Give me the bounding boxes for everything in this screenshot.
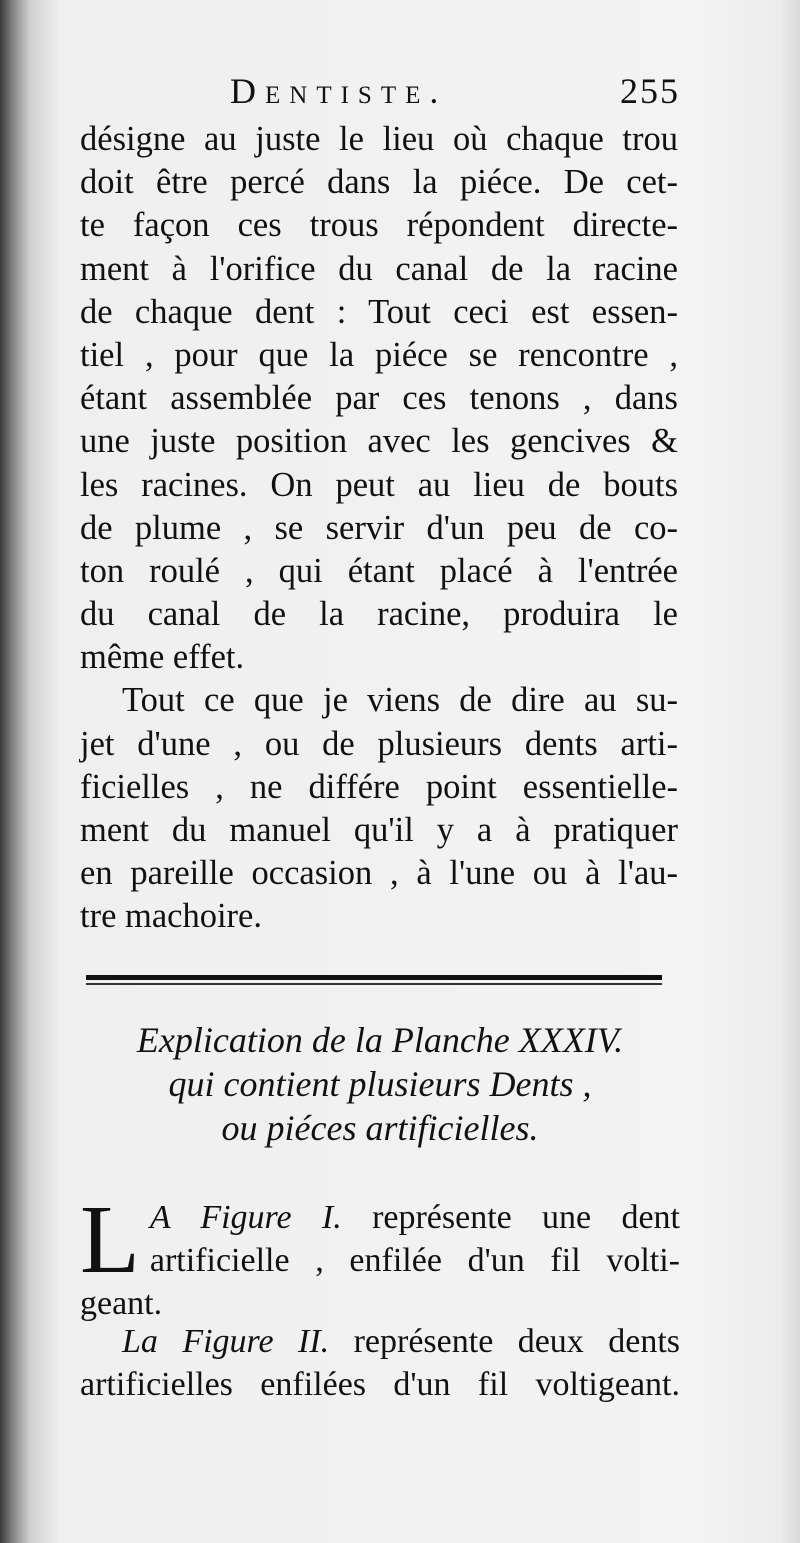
text-line: du canal de la racine, produira le (80, 595, 678, 634)
text-line: en pareille occasion , à l'une ou à l'au- (80, 854, 678, 893)
text-line: tiel , pour que la piéce se rencontre , (80, 335, 678, 374)
text-line: une juste position avec les gencives & (80, 422, 678, 461)
text-line (80, 1320, 680, 1363)
heading-line: Explication de la Planche XXXIV. (136, 1020, 624, 1060)
text-line: ton roulé , qui étant placé à l'entrée (80, 551, 678, 590)
figure-1-paragraph (80, 1186, 680, 1325)
heading-line: qui contient plusieurs Dents , (168, 1064, 592, 1104)
text-line: artificielle , enfilée d'un fil volti- (149, 1242, 680, 1279)
text-span: représente deux dents (353, 1323, 680, 1360)
text-line: artificielles enfilées d'un fil voltigeant. (80, 1366, 680, 1403)
figure-2-paragraph (80, 1320, 680, 1406)
running-head (80, 70, 680, 114)
text-line: même effet. (80, 638, 245, 677)
page-number: 255 (620, 71, 680, 111)
text-line: ficielles , ne différe point essentielle- (80, 767, 678, 806)
text-line: étant assemblée par ces tenons , dans (80, 379, 678, 418)
text-line: les racines. On peut au lieu de bouts (80, 465, 678, 504)
running-title: Dentiste. (230, 71, 448, 111)
text-line: tre machoire. (80, 897, 262, 936)
section-rule-thin (86, 983, 662, 985)
text-line: Tout ce que je viens de dire au su- (122, 681, 678, 720)
figure-label: La Figure II. (122, 1323, 330, 1360)
heading-line: ou piéces artificielles. (221, 1108, 539, 1148)
text-line: de plume , se servir d'un peu de co- (80, 508, 678, 547)
drop-cap: L (80, 1186, 140, 1294)
section-heading (80, 1018, 680, 1150)
figure-label: A Figure I. (149, 1199, 342, 1236)
text-line: jet d'une , ou de plusieurs dents arti- (80, 724, 678, 763)
text-line: désigne au juste le lieu où chaque trou (80, 120, 678, 158)
text-line: doit être percé dans la piéce. De cet- (80, 163, 678, 202)
text-line: de chaque dent : Tout ceci est essen- (80, 292, 678, 331)
text-line: ment à l'orifice du canal de la racine (80, 249, 678, 288)
text-line: ment du manuel qu'il y a à pratiquer (80, 811, 678, 849)
section-rule-thick (86, 975, 662, 980)
text-line (80, 1196, 680, 1239)
text-span: représente une dent (372, 1199, 680, 1236)
text-line: geant. (80, 1285, 163, 1322)
body-text (80, 118, 678, 939)
text-line: te façon ces trous répondent directe- (80, 206, 678, 245)
